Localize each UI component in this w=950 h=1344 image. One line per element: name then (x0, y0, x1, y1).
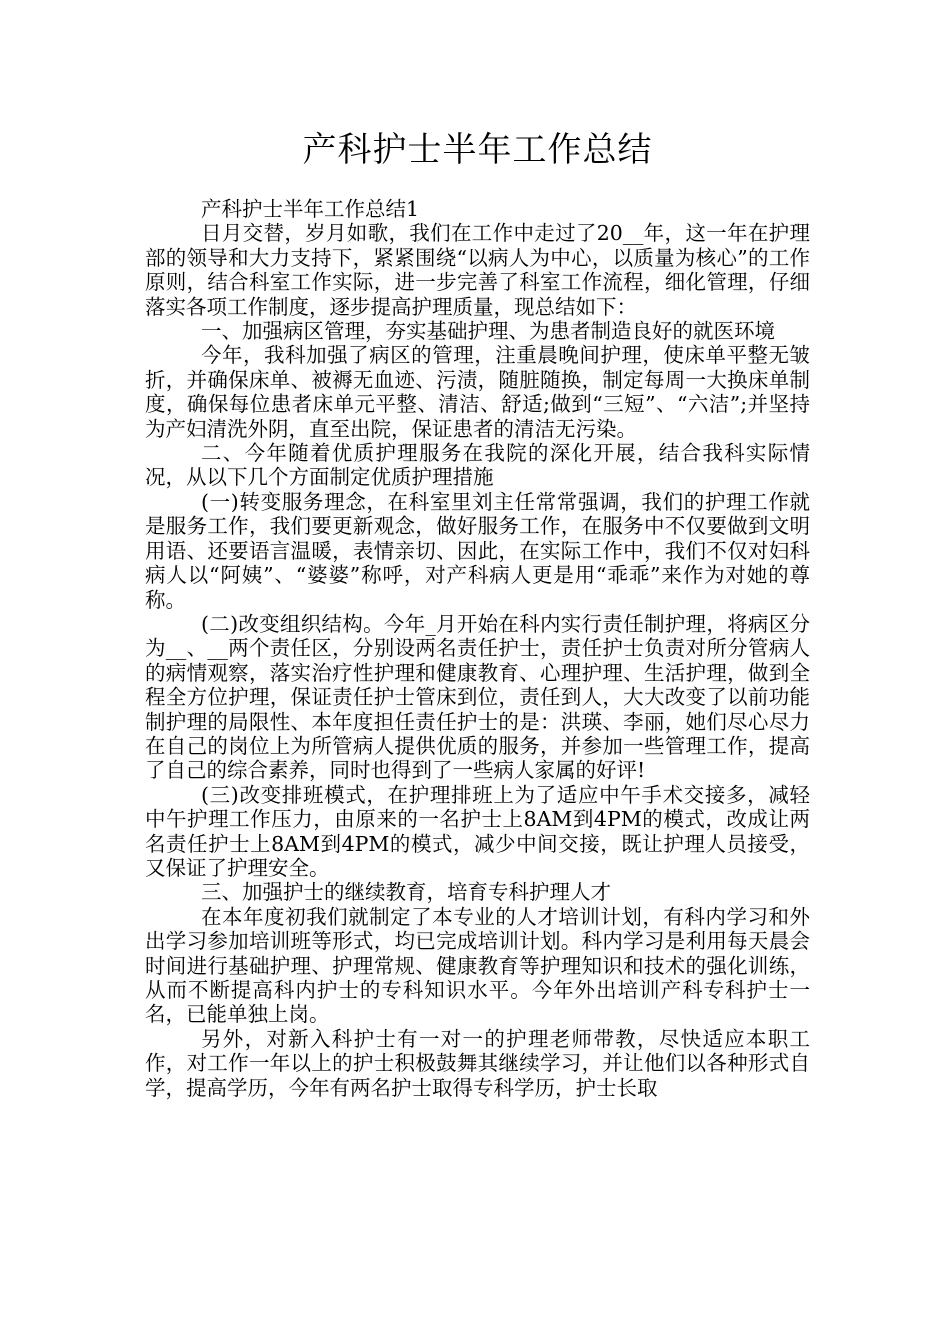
paragraph: 今年，我科加强了病区的管理，注重晨晚间护理，使床单平整无皱折，并确保床单、被褥无血迹、污渍，随脏随换，制定每周一大换床单制度，确保每位患者床单元平整、清洁、舒适;做到“三短”、“六洁”;并坚持为产妇清洗外阴，直至出院，保证患者的清洁无污染。 (145, 343, 810, 441)
paragraph: (一)转变服务理念，在科室里刘主任常常强调，我们的护理工作就是服务工作，我们要更新观念，做好服务工作，在服务中不仅要做到文明用语、还要语言温暖，表情亲切、因此，在实际工作中，我们不仅对妇科病人以“阿姨”、“婆婆”称呼，对产科病人更是用“乖乖”来作为对她的尊称。 (145, 489, 810, 612)
document-body (145, 197, 810, 1100)
document-title: 产科护士半年工作总结 (302, 130, 653, 170)
section-heading: 二、今年随着优质护理服务在我院的深化开展，结合我科实际情况，从以下几个方面制定优质护理措施 (145, 441, 810, 490)
paragraph: 在本年度初我们就制定了本专业的人才培训计划，有科内学习和外出学习参加培训班等形式，均已完成培训计划。科内学习是利用每天晨会时间进行基础护理、护理常规、健康教育等护理知识和技术的强化训练，从而不断提高科内护士的专科知识水平。今年外出培训产科专科护士一名，已能单独上岗。 (145, 904, 810, 1027)
paragraph: (三)改变排班模式，在护理排班上为了适应中午手术交接多，减轻中午护理工作压力，由原来的一名护士上8AM到4PM的模式，改成让两名责任护士上8AM到4PM的模式，减少中间交接，既让护理人员接受，又保证了护理安全。 (145, 782, 810, 880)
paragraph: 日月交替，岁月如歌，我们在工作中走过了20__年，这一年在护理部的领导和大力支持下，紧紧围绕“以病人为中心，以质量为核心”的工作原则，结合科室工作实际，进一步完善了科室工作流程，细化管理，仔细落实各项工作制度，逐步提高护理质量，现总结如下： (145, 221, 810, 319)
section-subtitle: 产科护士半年工作总结1 (201, 197, 420, 221)
section-heading: 三、加强护士的继续教育，培育专科护理人才 (201, 880, 611, 905)
section-heading: 一、加强病区管理，夯实基础护理、为患者制造良好的就医环境 (201, 319, 775, 344)
paragraph: 另外，对新入科护士有一对一的护理老师带教，尽快适应本职工作，对工作一年以上的护士积极鼓舞其继续学习，并让他们以各种形式自学，提高学历，今年有两名护士取得专科学历，护士长取 (145, 1026, 810, 1100)
paragraph: (二)改变组织结构。今年_月开始在科内实行责任制护理，将病区分为__、__两个责任区，分别设两名责任护士，责任护士负责对所分管病人的病情观察，落实治疗性护理和健康教育、心理护理、生活护理，做到全程全方位护理，保证责任护士管床到位，责任到人，大大改变了以前功能制护理的局限性、本年度担任责任护士的是：洪瑛、李丽，她们尽心尽力在自己的岗位上为所管病人提供优质的服务，并参加一些管理工作，提高了自己的综合素养，同时也得到了一些病人家属的好评! (145, 611, 810, 783)
